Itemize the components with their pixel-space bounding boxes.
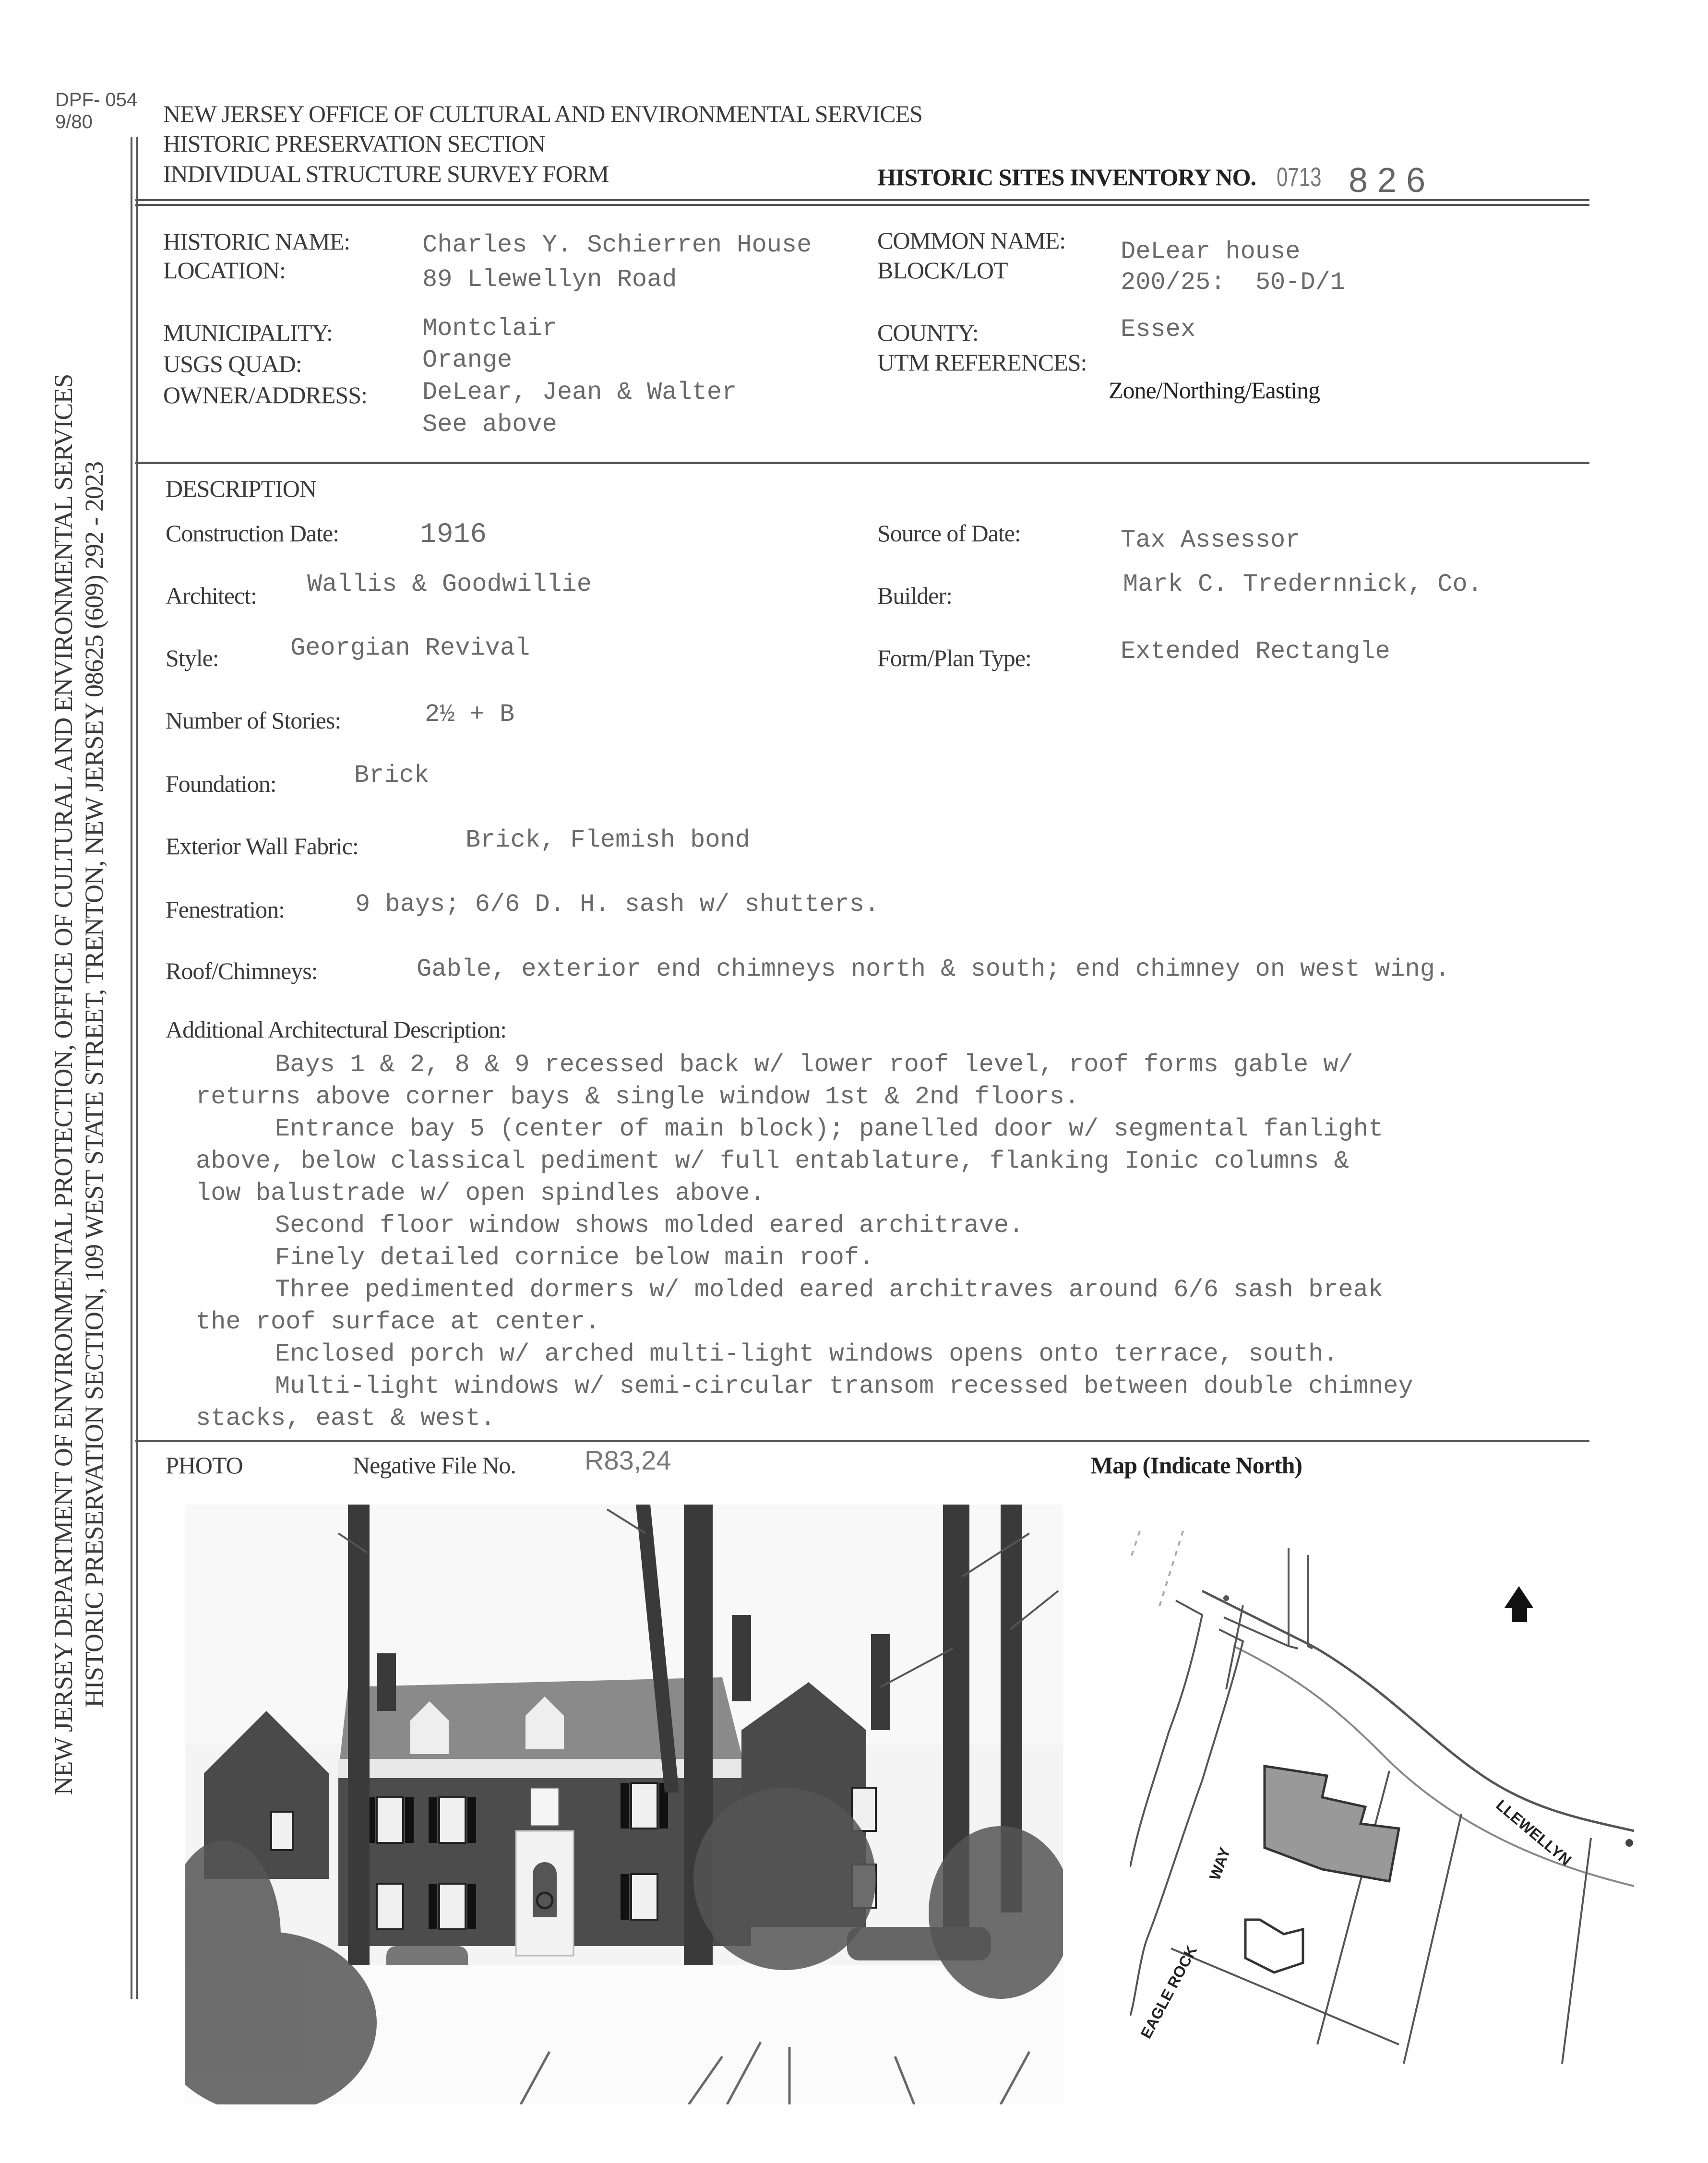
location-map bbox=[1130, 1531, 1636, 2068]
style-value: Georgian Revival bbox=[290, 634, 530, 662]
description-line: low balustrade w/ open spindles above. bbox=[196, 1179, 765, 1207]
municipality-value: Montclair bbox=[422, 314, 557, 343]
form-code-date: 9/80 bbox=[55, 111, 93, 132]
historic-name-label: HISTORIC NAME: bbox=[163, 228, 350, 255]
block-lot-label: BLOCK/LOT bbox=[877, 257, 1008, 284]
description-line: Enclosed porch w/ arched multi-light windows opens onto terrace, south. bbox=[275, 1340, 1338, 1368]
architect-label: Architect: bbox=[166, 582, 257, 609]
county-label: COUNTY: bbox=[877, 319, 979, 346]
municipality-label: MUNICIPALITY: bbox=[163, 319, 333, 346]
header-agency: NEW JERSEY OFFICE OF CULTURAL AND ENVIRONMENTAL SERVICES bbox=[163, 100, 922, 127]
header-divider bbox=[135, 199, 1589, 206]
description-line: Entrance bay 5 (center of main block); panelled door w/ segmental fanlight bbox=[275, 1115, 1384, 1143]
foundation-value: Brick bbox=[354, 761, 430, 789]
house-photo-illustration bbox=[185, 1505, 1063, 2104]
fenestration-label: Fenestration: bbox=[166, 896, 285, 923]
description-line: Three pedimented dormers w/ molded eared architraves around 6/6 sash break bbox=[275, 1276, 1384, 1304]
negative-file-number: R83,24 bbox=[585, 1445, 671, 1475]
site-plan-map bbox=[1130, 1531, 1636, 2068]
construction-date-label: Construction Date: bbox=[166, 520, 339, 547]
street-label-way: WAY bbox=[1206, 1845, 1234, 1883]
additional-description-body bbox=[196, 1049, 1588, 1434]
header-section: HISTORIC PRESERVATION SECTION bbox=[163, 130, 545, 157]
usgs-quad-label: USGS QUAD: bbox=[163, 350, 302, 377]
side-text-department: NEW JERSEY DEPARTMENT OF ENVIRONMENTAL PROTECTION, OFFICE OF CULTURAL AND ENVIRONMENTAL SERVICES bbox=[49, 374, 78, 1795]
photo-label: PHOTO bbox=[166, 1452, 243, 1479]
owner-value: DeLear, Jean & Walter bbox=[422, 378, 737, 406]
garage-footprint bbox=[1245, 1920, 1303, 1972]
exterior-wall-fabric-label: Exterior Wall Fabric: bbox=[166, 833, 358, 860]
roof-chimneys-value: Gable, exterior end chimneys north & south; end chimney on west wing. bbox=[417, 955, 1450, 983]
header-form-title: INDIVIDUAL STRUCTURE SURVEY FORM bbox=[163, 160, 609, 187]
photo-divider bbox=[135, 1440, 1589, 1442]
house-footprint bbox=[1265, 1766, 1399, 1881]
north-arrow-icon bbox=[1505, 1586, 1533, 1622]
fenestration-value: 9 bays; 6/6 D. H. sash w/ shutters. bbox=[355, 890, 880, 919]
description-section-label: DESCRIPTION bbox=[166, 475, 317, 502]
description-divider bbox=[135, 462, 1589, 464]
roof-chimneys-label: Roof/Chimneys: bbox=[166, 957, 318, 984]
common-name-value: DeLear house bbox=[1121, 238, 1301, 266]
builder-label: Builder: bbox=[877, 582, 952, 609]
description-line: Second floor window shows molded eared architrave. bbox=[275, 1211, 1024, 1240]
number-of-stories-value: 2½ + B bbox=[425, 700, 515, 729]
location-label: LOCATION: bbox=[163, 257, 286, 284]
utm-references-label: UTM REFERENCES: bbox=[877, 349, 1087, 376]
owner-address-value: See above bbox=[422, 410, 557, 439]
common-name-label: COMMON NAME: bbox=[877, 227, 1066, 254]
negative-file-label: Negative File No. bbox=[353, 1452, 516, 1479]
description-line: returns above corner bays & single window 1st & 2nd floors. bbox=[196, 1083, 1080, 1111]
inventory-label: HISTORIC SITES INVENTORY NO. bbox=[877, 164, 1256, 191]
source-of-date-label: Source of Date: bbox=[877, 520, 1021, 547]
side-text-address: HISTORIC PRESERVATION SECTION, 109 WEST STATE STREET, TRENTON, NEW JERSEY 08625 (609) 292 - 2023 bbox=[80, 462, 108, 1708]
usgs-quad-value: Orange bbox=[422, 346, 513, 374]
utm-subheading: Zone/Northing/Easting bbox=[1109, 377, 1320, 404]
map-label: Map (Indicate North) bbox=[1090, 1452, 1302, 1479]
street-label-eagle-rock: EAGLE ROCK bbox=[1137, 1943, 1201, 2042]
form-plan-type-value: Extended Rectangle bbox=[1121, 637, 1390, 666]
description-line: stacks, east & west. bbox=[196, 1404, 496, 1433]
description-line: the roof surface at center. bbox=[196, 1308, 600, 1336]
inventory-number: 8 2 6 bbox=[1349, 161, 1426, 200]
street-label-llewellyn: LLEWELLYN bbox=[1493, 1796, 1575, 1869]
style-label: Style: bbox=[166, 645, 219, 671]
description-line: Bays 1 & 2, 8 & 9 recessed back w/ lower roof level, roof forms gable w/ bbox=[275, 1051, 1353, 1079]
source-of-date-value: Tax Assessor bbox=[1121, 526, 1301, 554]
block-lot-value: 200/25: 50-D/1 bbox=[1121, 268, 1346, 297]
description-line: above, below classical pediment w/ full entablature, flanking Ionic columns & bbox=[196, 1147, 1349, 1175]
description-line: Multi-light windows w/ semi-circular transom recessed between double chimney bbox=[275, 1372, 1413, 1400]
side-address-block bbox=[48, 365, 144, 1804]
form-code bbox=[55, 89, 137, 133]
form-code-number: DPF- 054 bbox=[55, 89, 138, 110]
additional-description-label: Additional Architectural Description: bbox=[166, 1016, 507, 1043]
building-photo bbox=[185, 1505, 1063, 2104]
architect-value: Wallis & Goodwillie bbox=[307, 570, 592, 598]
builder-value: Mark C. Tredernnick, Co. bbox=[1123, 570, 1482, 598]
inventory-prefix: 0713 bbox=[1277, 162, 1322, 192]
location-value: 89 Llewellyn Road bbox=[422, 265, 677, 294]
owner-address-label: OWNER/ADDRESS: bbox=[163, 382, 367, 408]
number-of-stories-label: Number of Stories: bbox=[166, 707, 341, 734]
historic-name-value: Charles Y. Schierren House bbox=[422, 231, 812, 259]
construction-date-value: 1916 bbox=[420, 519, 487, 550]
county-value: Essex bbox=[1121, 315, 1196, 344]
form-plan-type-label: Form/Plan Type: bbox=[877, 645, 1031, 671]
exterior-wall-fabric-value: Brick, Flemish bond bbox=[466, 826, 750, 854]
description-line: Finely detailed cornice below main roof. bbox=[275, 1243, 874, 1272]
foundation-label: Foundation: bbox=[166, 770, 276, 797]
